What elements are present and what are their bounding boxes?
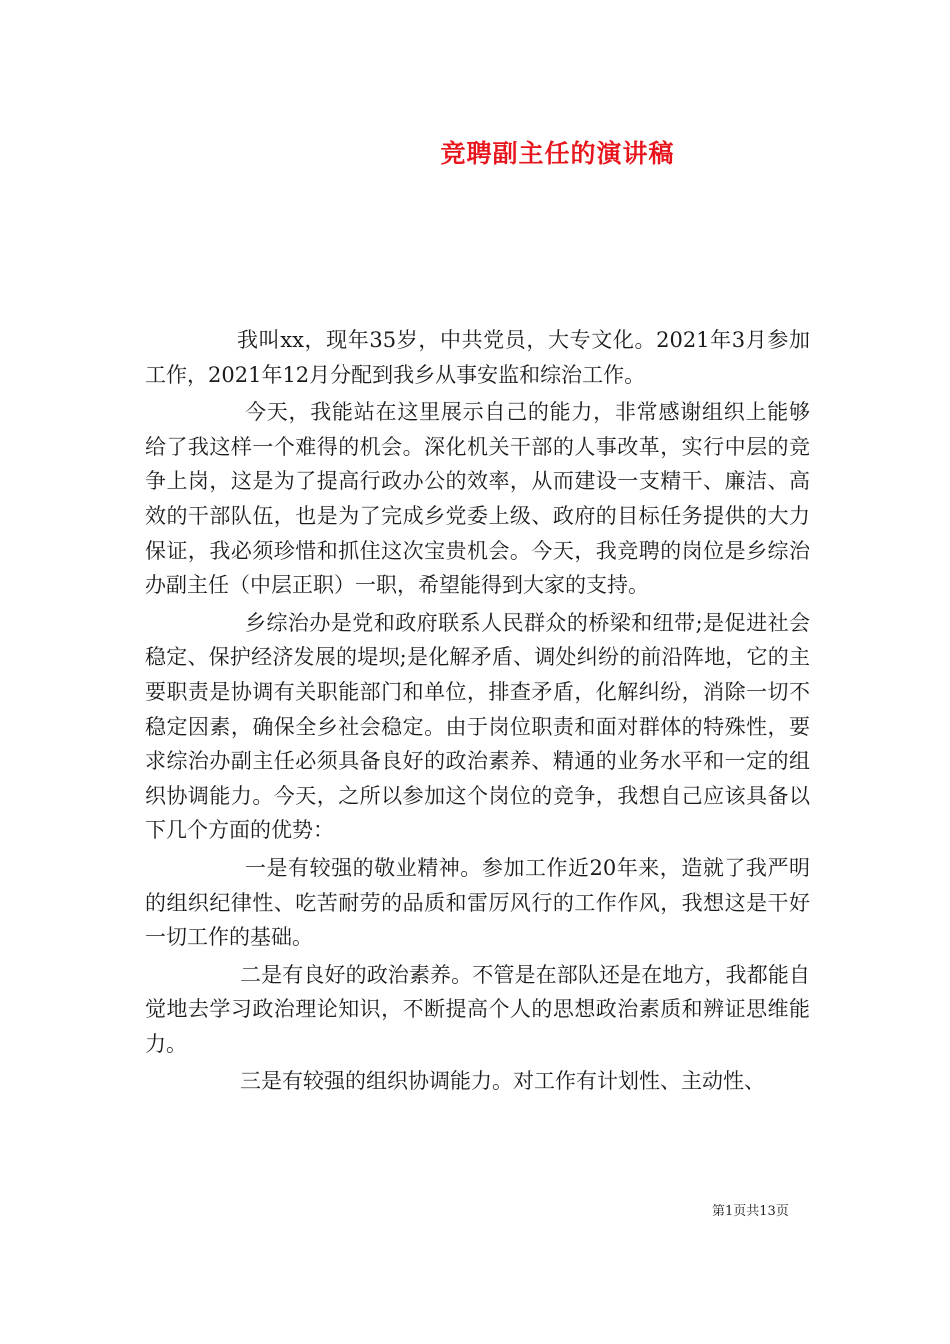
document-body	[145, 323, 810, 1099]
page-number-footer: 第1页共13页	[712, 1204, 789, 1219]
paragraph-coordination: 三是有较强的组织协调能力。对工作有计划性、主动性、	[240, 1069, 765, 1094]
paragraph-office-role: 乡综治办是党和政府联系人民群众的桥梁和纽带;是促进社会稳定、保护经济发展的堤坝;是化解矛盾、调处纠纷的前沿阵地，它的主要职责是协调有关职能部门和单位，排查矛盾，化解纠纷，消除一切不稳定因素，确保全乡社会稳定。由于岗位职责和面对群体的特殊性，要求综治办副主任必须具备良好的政治素养、精通的业务水平和一定的组织协调能力。今天，之所以参加这个岗位的竞争，我想自己应该具备以下几个方面的优势：	[145, 610, 810, 843]
document-title: 竞聘副主任的演讲稿	[440, 139, 675, 168]
paragraph-dedication: 一是有较强的敬业精神。参加工作近20年来，造就了我严明的组织纪律性、吃苦耐劳的品质和雷厉风行的工作作风，我想这是干好一切工作的基础。	[145, 855, 810, 950]
paragraph-political: 二是有良好的政治素养。不管是在部队还是在地方，我都能自觉地去学习政治理论知识，不断提高个人的思想政治素质和辨证思维能力。	[145, 962, 810, 1056]
paragraph-intro: 我叫xx，现年35岁，中共党员，大专文化。2021年3月参加工作，2021年12月分配到我乡从事安监和综治工作。	[145, 328, 810, 387]
paragraph-opportunity: 今天，我能站在这里展示自己的能力，非常感谢组织上能够给了我这样一个难得的机会。深化机关干部的人事改革，实行中层的竞争上岗，这是为了提高行政办公的效率，从而建设一支精干、廉洁、高效的干部队伍，也是为了完成乡党委上级、政府的目标任务提供的大力保证，我必须珍惜和抓住这次宝贵机会。今天，我竞聘的岗位是乡综治办副主任（中层正职）一职，希望能得到大家的支持。	[145, 400, 810, 598]
